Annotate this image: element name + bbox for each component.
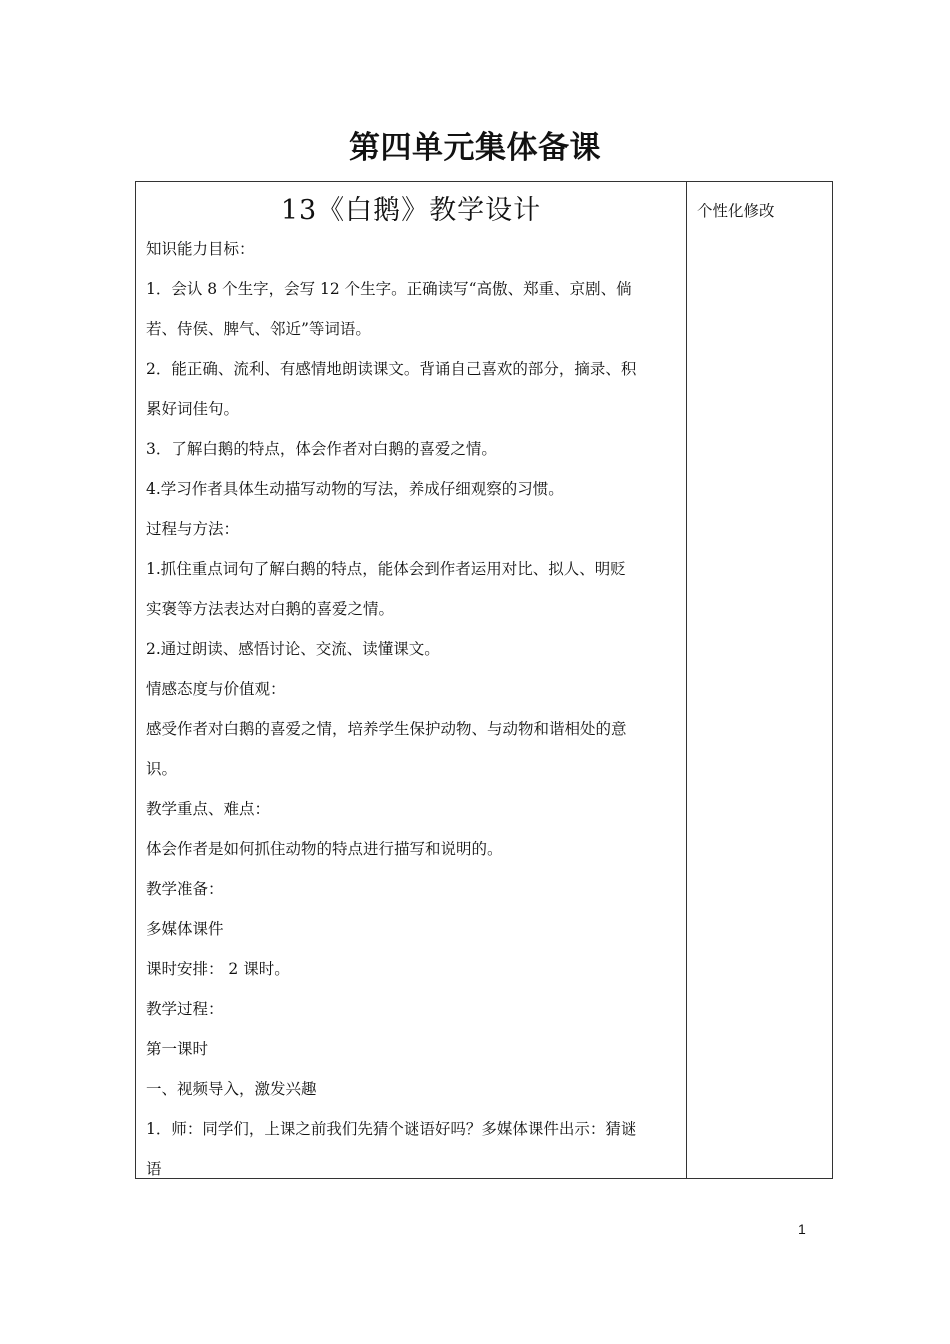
content-line: 4.学习作者具体生动描写动物的写法，养成仔细观察的习惯。: [146, 480, 564, 498]
side-column-label: 个性化修改: [697, 202, 775, 220]
content-line: 若、侍侯、脾气、邻近”等词语。: [146, 320, 371, 338]
lesson-content-cell: [136, 182, 686, 1178]
section-heading: 教学过程：: [146, 1000, 224, 1018]
content-line: 实褒等方法表达对白鹅的喜爱之情。: [146, 600, 395, 618]
content-line: 1．会认 8 个生字，会写 12 个生字。正确读写“高傲、郑重、京剧、倘: [146, 280, 632, 298]
content-line: 1．师：同学们，上课之前我们先猜个谜语好吗？多媒体课件出示：猜谜: [146, 1120, 637, 1138]
content-line: 多媒体课件: [146, 920, 224, 938]
lesson-plan-table: [135, 181, 833, 1179]
content-line: 2.通过朗读、感悟讨论、交流、读懂课文。: [146, 640, 440, 658]
page-title: 第四单元集体备课: [349, 130, 601, 166]
content-line: 语: [146, 1160, 162, 1178]
page-number: 1: [798, 1221, 806, 1237]
content-line: 课时安排： 2 课时。: [146, 960, 290, 978]
personalized-edit-cell: [687, 182, 832, 1178]
content-line: 累好词佳句。: [146, 400, 240, 418]
section-heading: 教学准备：: [146, 880, 224, 898]
content-line: 第一课时: [146, 1040, 209, 1058]
content-line: 感受作者对白鹅的喜爱之情，培养学生保护动物、与动物和谐相处的意: [146, 720, 627, 738]
content-line: 1.抓住重点词句了解白鹅的特点，能体会到作者运用对比、拟人、明贬: [146, 560, 626, 578]
section-heading: 知识能力目标：: [146, 240, 255, 258]
content-line: 一、视频导入，激发兴趣: [146, 1080, 317, 1098]
content-line: 3．了解白鹅的特点，体会作者对白鹅的喜爱之情。: [146, 440, 497, 458]
lesson-content: [146, 238, 676, 1198]
section-heading: 情感态度与价值观：: [146, 680, 286, 698]
section-heading: 教学重点、难点：: [146, 800, 271, 818]
section-heading: 过程与方法：: [146, 520, 240, 538]
lesson-title: 13《白鹅》教学设计: [280, 195, 542, 226]
content-line: 体会作者是如何抓住动物的特点进行描写和说明的。: [146, 840, 503, 858]
content-line: 识。: [146, 760, 178, 778]
content-line: 2．能正确、流利、有感情地朗读课文。背诵自己喜欢的部分，摘录、积: [146, 360, 637, 378]
